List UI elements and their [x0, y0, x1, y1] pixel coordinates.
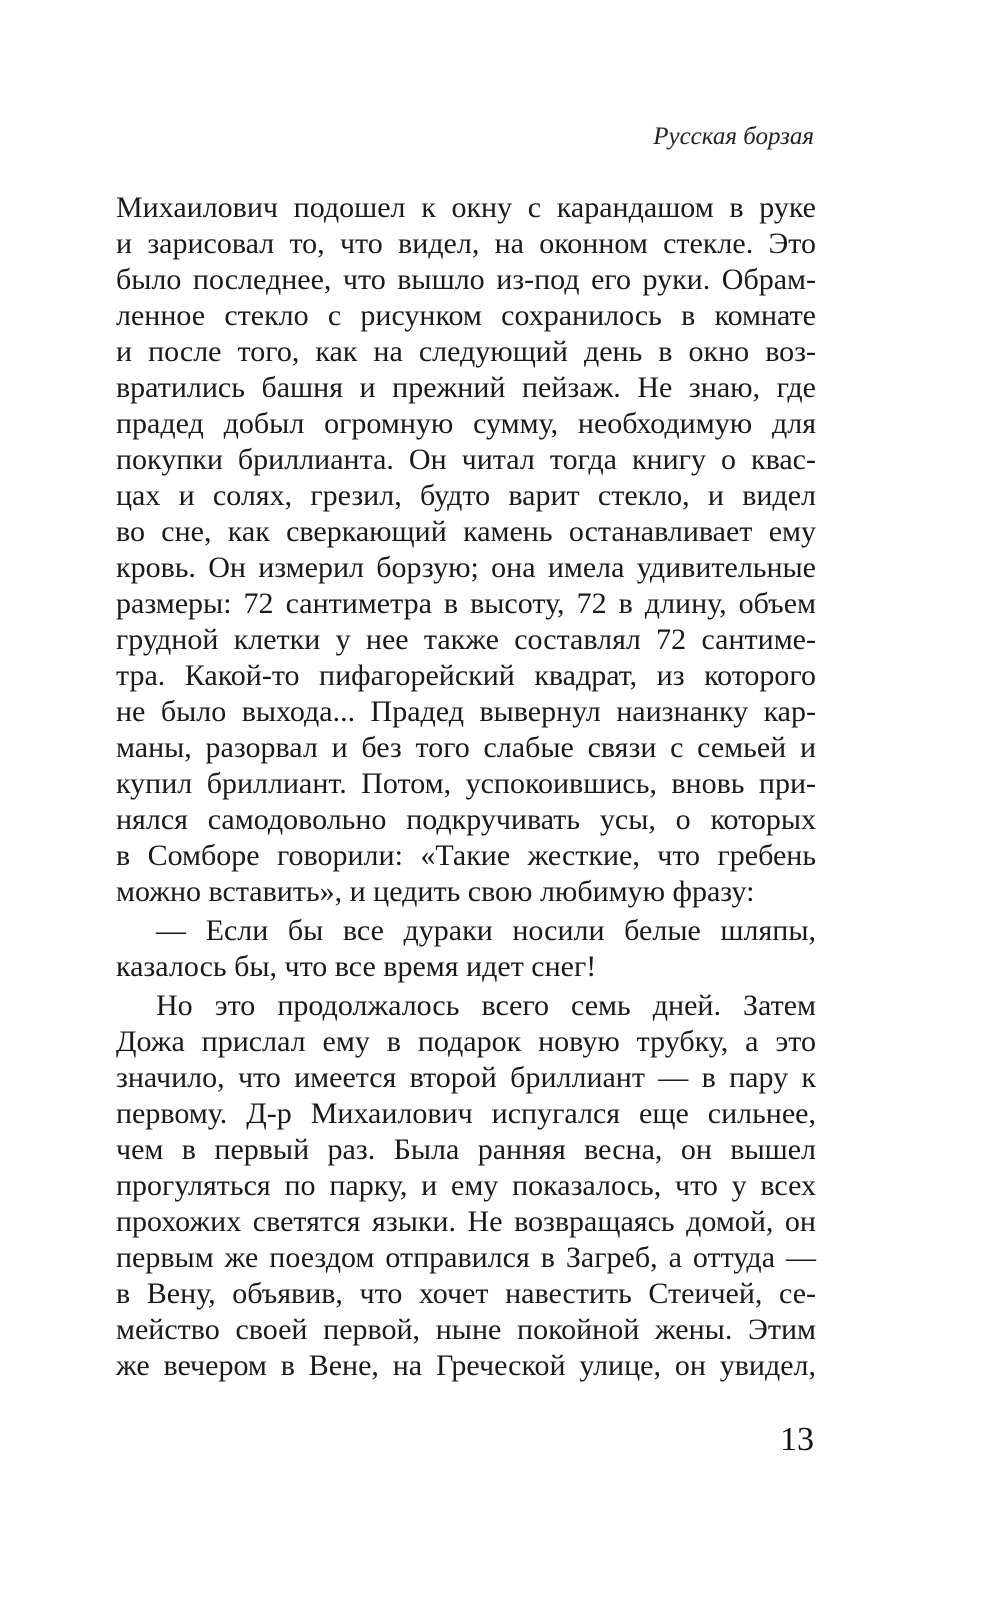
text-line: в Вену, объявив, что хочет навестить Стеичей, се- [116, 1277, 816, 1310]
text-line: цах и солях, грезил, будто варит стекло, и видел [116, 479, 816, 512]
text-line: вратились башня и прежний пейзаж. Не знаю, где [116, 371, 816, 404]
text-line: не было выхода... Прадед вывернул наизнанку кар- [116, 695, 816, 728]
text-line: нялся самодовольно подкручивать усы, о которых [116, 803, 816, 836]
text-line: кровь. Он измерил борзую; она имела удивительные [116, 551, 816, 584]
text-line: первым же поездом отправился в Загреб, а оттуда — [116, 1241, 816, 1274]
running-header: Русская борзая [653, 123, 814, 150]
text-line: тра. Какой-то пифагорейский квадрат, из которого [116, 659, 816, 692]
dialogue-line: — Если бы все дураки носили белые шляпы, [156, 914, 816, 947]
text-line: значило, что имеется второй бриллиант — в пару к [116, 1061, 816, 1094]
text-line: Дожа прислал ему в подарок новую трубку, а это [116, 1025, 816, 1058]
text-line: можно вставить», и цедить свою любимую фразу: [116, 875, 755, 908]
text-line: казалось бы, что все время идет снег! [116, 950, 597, 983]
body-text [116, 190, 816, 1384]
text-line: прадед добыл огромную сумму, необходимую для [116, 407, 816, 440]
text-line: мейство своей первой, ныне покойной жены. Этим [116, 1313, 816, 1346]
text-line: купил бриллиант. Потом, успокоившись, вновь при- [116, 767, 816, 800]
text-line: же вечером в Вене, на Греческой улице, он увидел, [116, 1349, 816, 1382]
text-line: покупки бриллианта. Он читал тогда книгу о квас- [116, 443, 816, 476]
paragraph-start-line: Но это продолжалось всего семь дней. Затем [156, 989, 816, 1022]
text-line: и после того, как на следующий день в окно воз- [116, 335, 816, 368]
text-line: ленное стекло с рисунком сохранилось в комнате [116, 299, 816, 332]
text-line: и зарисовал то, что видел, на оконном стекле. Это [116, 227, 816, 260]
text-line: во сне, как сверкающий камень останавливает ему [116, 515, 816, 548]
text-line: размеры: 72 сантиметра в высоту, 72 в длину, объем [116, 587, 816, 620]
text-line: прохожих светятся языки. Не возвращаясь домой, он [116, 1205, 816, 1238]
page-number: 13 [780, 1421, 814, 1458]
text-line: чем в первый раз. Была ранняя весна, он вышел [116, 1133, 816, 1166]
text-line: маны, разорвал и без того слабые связи с семьей и [116, 731, 816, 764]
text-line: прогуляться по парку, и ему показалось, что у всех [116, 1169, 816, 1202]
text-line: грудной клетки у нее также составлял 72 сантиме- [116, 623, 816, 656]
text-line: в Сомборе говорили: «Такие жесткие, что гребень [116, 839, 816, 872]
text-line: первому. Д-р Михаилович испугался еще сильнее, [116, 1097, 816, 1130]
text-line: Михаилович подошел к окну с карандашом в руке [116, 191, 816, 224]
text-line: было последнее, что вышло из-под его руки. Обрам- [116, 263, 816, 296]
